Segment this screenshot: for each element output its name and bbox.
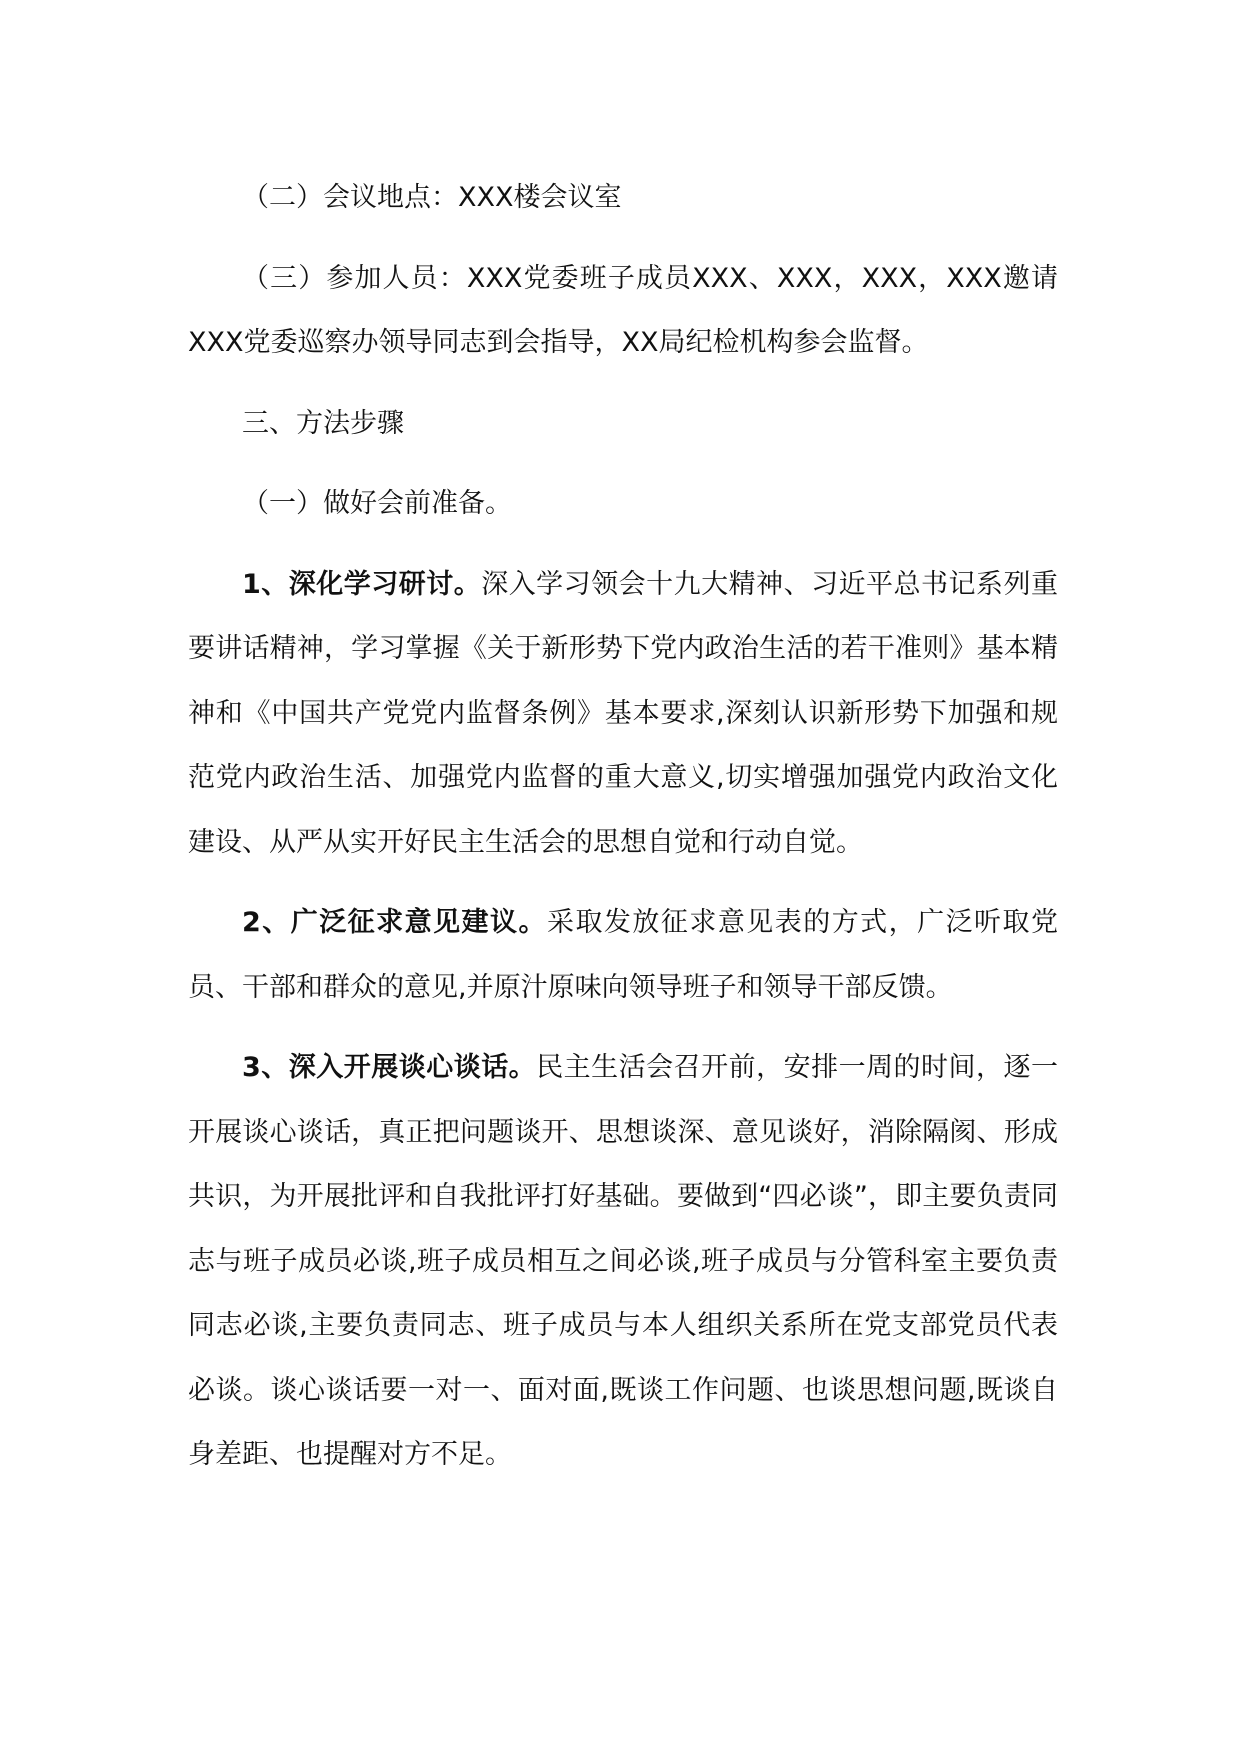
talks-heading: 3、深入开展谈心谈话。: [242, 1052, 537, 1083]
talks-paragraph: [188, 1036, 1058, 1488]
talks-body: 民主生活会召开前，安排一周的时间，逐一开展谈心谈话，真正把问题谈开、思想谈深、意见谈好，消除隔阂、形成共识，为开展批评和自我批评打好基础。要做到“四必谈”，即主要负责同志与班子成员必谈,班子成员相互之间必谈,班子成员与分管科室主要负责同志必谈,主要负责同志、班子成员与本人组织关系所在党支部党员代表必谈。谈心谈话要一对一、面对面,既谈工作问题、也谈思想问题,既谈自身差距、也提醒对方不足。: [188, 1052, 1059, 1470]
section-heading-methods: 三、方法步骤: [242, 407, 404, 439]
opinions-paragraph: [188, 891, 1058, 1020]
opinions-body: 采取发放征求意见表的方式，广泛听取党员、干部和群众的意见,并原汁原味向领导班子和领导干部反馈。: [188, 907, 1058, 1003]
study-heading: 1、深化学习研讨。: [242, 568, 482, 600]
document-page: [188, 166, 1058, 1488]
opinions-heading: 2、广泛征求意见建议。: [242, 907, 547, 938]
meeting-location-paragraph: （二）会议地点：XXX楼会议室: [242, 182, 622, 213]
participants-paragraph: （三）参加人员：XXX党委班子成员XXX、XXX，XXX，XXX邀请XXX党委巡察办领导同志到会指导，XX局纪检机构参会监督。: [188, 262, 1058, 358]
study-body: 深入学习领会十九大精神、习近平总书记系列重要讲话精神，学习掌握《关于新形势下党内政治生活的若干准则》基本精神和《中国共产党党内监督条例》基本要求,深刻认识新形势下加强和规范党内政治生活、加强党内监督的重大意义,切实增强加强党内政治文化建设、从严从实开好民主生活会的思想自觉和行动自觉。: [188, 568, 1058, 858]
study-paragraph: [188, 553, 1058, 876]
subsection-heading-preparation: （一）做好会前准备。: [242, 488, 512, 519]
